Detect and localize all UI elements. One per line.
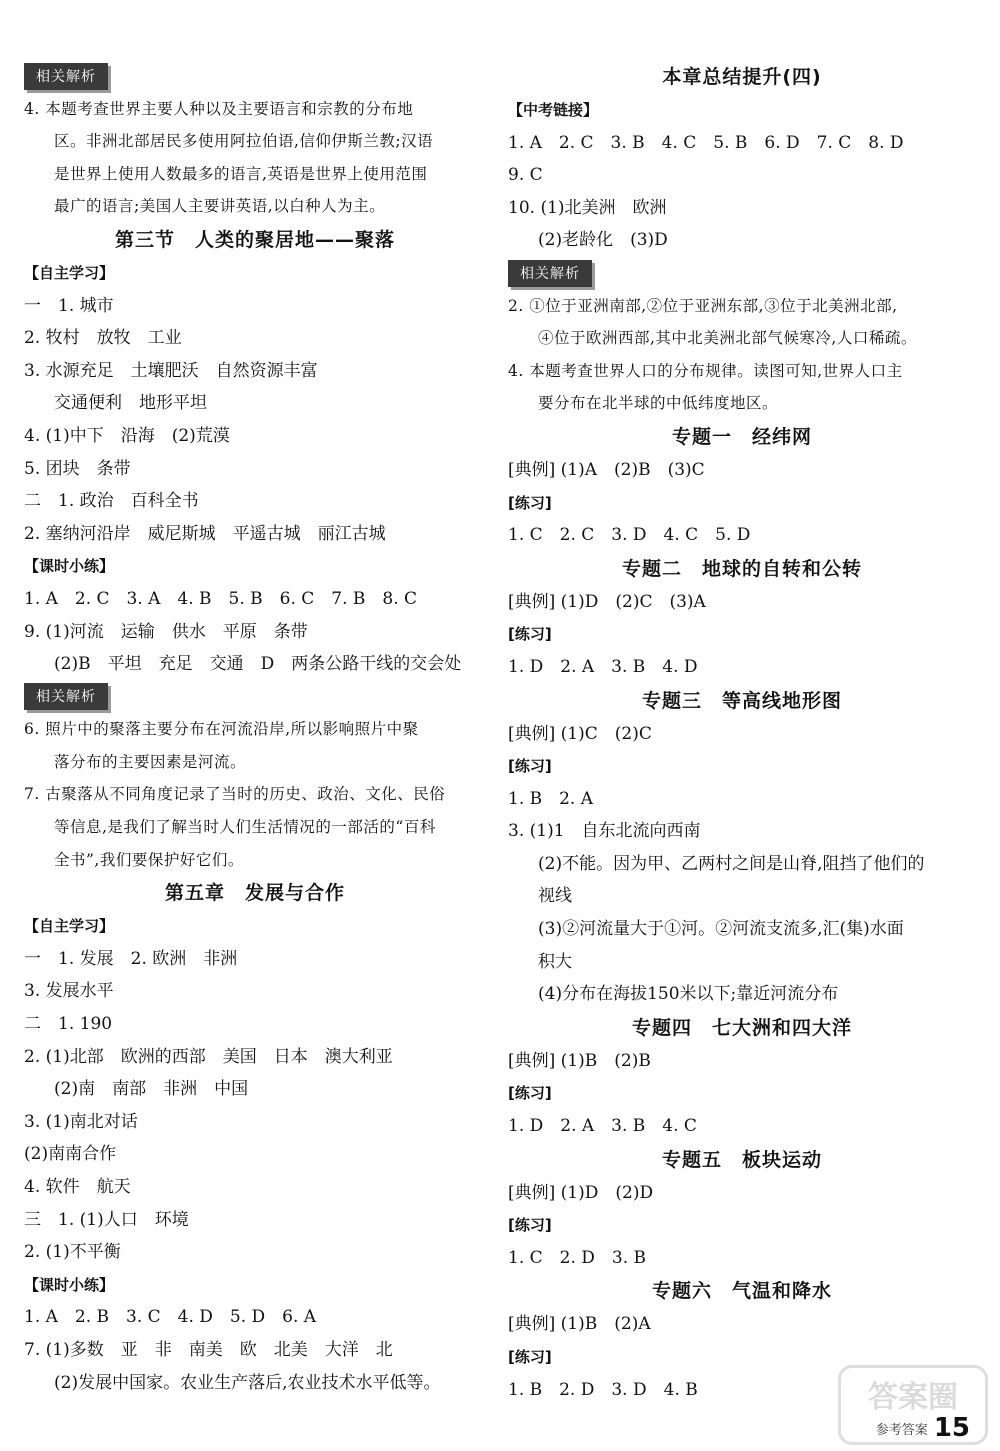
section-heading: 第三节 人类的聚居地——聚落 (114, 228, 395, 251)
answer-line: 2. 塞纳河沿岸 威尼斯城 平遥古城 丽江古城 (24, 523, 386, 544)
answer-line: 三 1. (1)人口 环境 (24, 1209, 189, 1230)
topic-heading: 专题五 板块运动 (661, 1148, 822, 1171)
section-label: 【中考链接】 (508, 101, 599, 119)
answer-line: 1. A 2. B 3. C 4. D 5. D 6. A (24, 1307, 317, 1328)
explanation-tag-row (24, 60, 486, 93)
explanation-line: ④位于欧洲西部,其中北美洲北部气候寒冷,人口稀疏。 (538, 329, 917, 348)
explanation-line: 4. 本题考查世界主要人种以及主要语言和宗教的分布地 (24, 99, 414, 118)
answer-line: 1. A 2. C 3. B 4. C 5. B 6. D 7. C 8. D (508, 132, 904, 153)
section-label: 【课时小练】 (24, 557, 115, 576)
explanation-line: 7. 古聚落从不同角度记录了当时的历史、政治、文化、民俗 (24, 785, 446, 804)
explanation-line: 要分布在北半球的中低纬度地区。 (538, 394, 779, 413)
answer-line: 1. D 2. A 3. B 4. D (508, 656, 698, 677)
explanation-line: 2. ①位于亚洲南部,②位于亚洲东部,③位于北美洲北部, (508, 296, 898, 315)
practice-label: [练习] (508, 625, 552, 644)
answer-line: 2. 牧村 放牧 工业 (24, 328, 182, 349)
answer-line: 10. (1)北美洲 欧洲 (508, 197, 667, 218)
answer-line: 2. (1)北部 欧洲的西部 美国 日本 澳大利亚 (24, 1046, 393, 1067)
topic-heading: 专题一 经纬网 (671, 425, 812, 448)
section-label: 【自主学习】 (24, 263, 115, 282)
left-column (24, 60, 486, 1399)
topic-heading: 专题四 七大洲和四大洋 (631, 1016, 852, 1039)
answer-line: 二 1. 190 (24, 1014, 113, 1035)
answer-line: 积大 (538, 951, 572, 972)
answer-line: (2)南南合作 (24, 1144, 117, 1165)
right-column (508, 60, 976, 1406)
answer-line: [典例] (1)D (2)C (3)A (508, 591, 706, 612)
answer-line: (4)分布在海拔150米以下;靠近河流分布 (538, 984, 839, 1005)
explanation-tag: 相关解析 (24, 683, 108, 710)
practice-label: [练习] (508, 1348, 552, 1366)
explanation-tag: 相关解析 (508, 260, 592, 287)
answer-line: 1. C 2. D 3. B (508, 1247, 647, 1268)
answer-line: 2. (1)不平衡 (24, 1242, 121, 1263)
answer-line: 1. D 2. A 3. B 4. C (508, 1116, 697, 1137)
answer-line: 5. 团块 条带 (24, 458, 131, 479)
page-footer (876, 1411, 970, 1445)
answer-line: 3. 发展水平 (24, 981, 114, 1002)
explanation-tag: 相关解析 (24, 63, 108, 90)
topic-heading: 专题二 地球的自转和公转 (621, 557, 862, 580)
explanation-line: 6. 照片中的聚落主要分布在河流沿岸,所以影响照片中聚 (24, 720, 419, 739)
practice-label: [练习] (508, 1084, 552, 1103)
explanation-line: 最广的语言;美国人主要讲英语,以白种人为主。 (54, 197, 386, 216)
answer-line: 7. (1)多数 亚 非 南美 欧 北美 大洋 北 (24, 1339, 393, 1360)
answer-line: 一 1. 城市 (24, 295, 114, 316)
answer-line: [典例] (1)B (2)B (508, 1050, 651, 1071)
answer-line: 1. B 2. A (508, 788, 594, 809)
answer-line: (2)不能。因为甲、乙两村之间是山脊,阻挡了他们的 (538, 853, 925, 874)
explanation-line: 等信息,是我们了解当时人们生活情况的一部活的“百科 (54, 818, 436, 837)
explanation-tag-row (24, 681, 486, 714)
answer-line: 3. (1)1 自东北流向西南 (508, 821, 701, 842)
practice-label: [练习] (508, 757, 552, 776)
answer-line: (2)南 南部 非洲 中国 (54, 1079, 249, 1100)
explanation-line: 是世界上使用人数最多的语言,英语是世界上使用范围 (54, 164, 428, 183)
answer-line: 9. C (508, 165, 543, 186)
answer-line: 3. 水源充足 土壤肥沃 自然资源丰富 (24, 360, 318, 381)
chapter-heading: 第五章 发展与合作 (164, 882, 345, 905)
explanation-line: 区。非洲北部居民多使用阿拉伯语,信仰伊斯兰教;汉语 (54, 132, 434, 151)
section-label: 【自主学习】 (24, 917, 115, 936)
answer-line: 4. (1)中下 沿海 (2)荒漠 (24, 425, 230, 446)
answer-line: (3)②河流量大于①河。②河流支流多,汇(集)水面 (538, 919, 904, 940)
section-label: 【课时小练】 (24, 1275, 115, 1294)
explanation-line: 4. 本题考查世界人口的分布规律。读图可知,世界人口主 (508, 361, 903, 380)
answer-line: 交通便利 地形平坦 (54, 393, 207, 414)
answer-line: [典例] (1)C (2)C (508, 723, 652, 744)
answer-line: 1. B 2. D 3. D 4. B (508, 1379, 698, 1400)
topic-heading: 专题六 气温和降水 (651, 1280, 832, 1303)
chapter-summary-heading: 本章总结提升(四) (662, 66, 822, 88)
watermark-logo: 答案圈 (838, 1365, 988, 1445)
answer-line: [典例] (1)D (2)D (508, 1182, 654, 1203)
answer-line: (2)老龄化 (3)D (538, 230, 668, 251)
page-number: 15 (933, 1413, 970, 1443)
practice-label: [练习] (508, 493, 552, 512)
explanation-tag-row (508, 257, 976, 290)
answer-line: 一 1. 发展 2. 欧洲 非洲 (24, 948, 238, 969)
answer-line: 1. A 2. C 3. A 4. B 5. B 6. C 7. B 8. C (24, 588, 418, 609)
answer-line: 二 1. 政治 百科全书 (24, 491, 199, 512)
answer-line: (2)发展中国家。农业生产落后,农业技术水平低等。 (54, 1372, 441, 1393)
explanation-line: 全书”,我们要保护好它们。 (54, 850, 244, 869)
answer-line: (2)B 平坦 充足 交通 D 两条公路干线的交会处 (54, 654, 462, 675)
topic-heading: 专题三 等高线地形图 (641, 689, 842, 712)
answer-line: 3. (1)南北对话 (24, 1111, 138, 1132)
explanation-line: 落分布的主要因素是河流。 (54, 752, 247, 771)
answer-line: [典例] (1)A (2)B (3)C (508, 459, 705, 480)
answer-line: 4. 软件 航天 (24, 1177, 131, 1197)
answer-line: [典例] (1)B (2)A (508, 1314, 651, 1335)
answer-line: 视线 (538, 886, 572, 907)
answer-line: 1. C 2. C 3. D 4. C 5. D (508, 525, 751, 546)
answer-line: 9. (1)河流 运输 供水 平原 条带 (24, 621, 308, 642)
footer-label: 参考答案 (875, 1422, 928, 1438)
practice-label: [练习] (508, 1216, 552, 1235)
